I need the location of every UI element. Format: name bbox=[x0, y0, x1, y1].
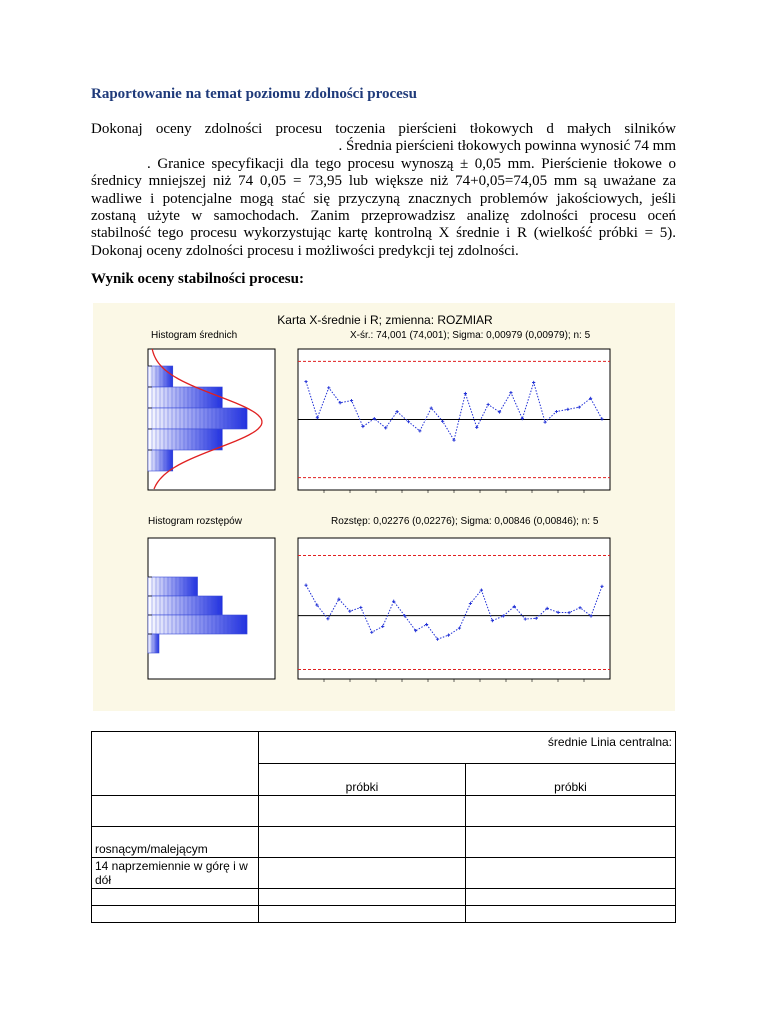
paragraph-line: . Średnia pierścieni tłokowych powinna wynosić 74 mm bbox=[338, 138, 676, 155]
control-chart bbox=[93, 303, 675, 711]
histogram-bar bbox=[148, 615, 247, 634]
paragraph-line: . Granice specyfikacji dla tego procesu wynoszą ± 0,05 mm. Pierścienie tłokowe o bbox=[147, 155, 676, 172]
histogram-bar bbox=[148, 408, 247, 429]
hist-ranges-label: Histogram rozstępów bbox=[148, 516, 242, 527]
table-cell bbox=[92, 906, 259, 923]
histogram-bar bbox=[148, 366, 173, 387]
xbar-stats-label: X-śr.: 74,001 (74,001); Sigma: 0,00979 (0,00979); n: 5 bbox=[350, 330, 591, 341]
paragraph-line: Dokonaj oceny zdolności procesu i możliwości predykcji tej zdolności. bbox=[91, 242, 519, 259]
range-chart-frame bbox=[298, 538, 610, 679]
table-cell bbox=[466, 889, 676, 906]
table-cell bbox=[466, 827, 676, 858]
paragraph-line: stabilność tego procesu wykorzystując kartę kontrolną X średnie i R (wielkość próbki = 5). bbox=[91, 225, 676, 242]
paragraph-line: wadliwe i potencjalne mogą stać się przyczyną znacznych problemów jakościowych, jeśli bbox=[91, 190, 676, 207]
control-chart-panel bbox=[93, 303, 675, 711]
table-cell bbox=[466, 906, 676, 923]
table-cell bbox=[259, 858, 466, 889]
table-cell bbox=[92, 889, 259, 906]
table-cell bbox=[259, 906, 466, 923]
histogram-bar bbox=[148, 450, 173, 471]
table-cell bbox=[92, 796, 259, 827]
paragraph-line: Dokonaj oceny zdolności procesu toczenia pierścieni tłokowych d małych silników bbox=[91, 121, 676, 137]
paragraph-line: średnicy mniejszej niż 74 0,05 = 73,95 lub większe niż 74+0,05=74,05 mm są uważane za bbox=[91, 173, 676, 190]
table-cell: 14 naprzemiennie w górę i w dół bbox=[92, 858, 259, 889]
chart-title: Karta X-średnie i R; zmienna: ROZMIAR bbox=[277, 313, 493, 327]
table-cell bbox=[92, 732, 259, 796]
histogram-bar bbox=[148, 429, 222, 450]
result-heading: Wynik oceny stabilności procesu: bbox=[91, 271, 304, 287]
table-cell bbox=[466, 796, 676, 827]
instructions-paragraph bbox=[91, 121, 676, 260]
table-cell: próbki bbox=[466, 764, 676, 796]
table-cell bbox=[466, 858, 676, 889]
table-header-cell: średnie Linia centralna: bbox=[547, 735, 672, 749]
stability-table bbox=[91, 731, 676, 923]
table-cell: próbki bbox=[259, 764, 466, 796]
histogram-bar bbox=[148, 634, 159, 653]
table-cell bbox=[259, 889, 466, 906]
table-cell bbox=[259, 796, 466, 827]
histogram-bar bbox=[148, 577, 198, 596]
table-cell: rosnącym/malejącym bbox=[92, 827, 259, 858]
paragraph-line: zostaną użyte w samochodach. Zanim przeprowadzisz analizę zdolności procesu oceń bbox=[91, 208, 676, 225]
range-stats-label: Rozstęp: 0,02276 (0,02276); Sigma: 0,00846 (0,00846); n: 5 bbox=[331, 516, 599, 527]
histogram-bar bbox=[148, 387, 222, 408]
table-cell bbox=[259, 827, 466, 858]
section-heading: Raportowanie na temat poziomu zdolności procesu bbox=[91, 86, 417, 102]
hist-means-label: Histogram średnich bbox=[151, 330, 238, 341]
histogram-bar bbox=[148, 596, 222, 615]
